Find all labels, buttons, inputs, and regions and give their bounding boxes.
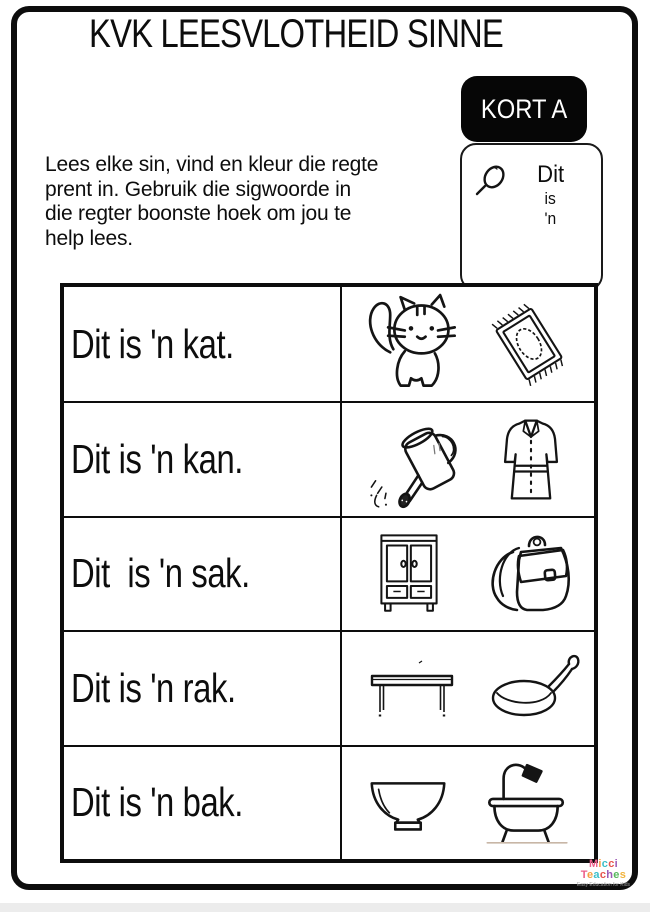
watering-can-image[interactable] — [357, 408, 469, 512]
instructions-line: die regter boonste hoek om jou te — [45, 202, 352, 226]
sentence-table — [60, 283, 598, 863]
level-badge-label: KORT A — [480, 93, 568, 124]
image-cell — [342, 632, 594, 744]
instructions — [45, 153, 465, 251]
brand-logo-tagline: Easy Education for Kids — [576, 882, 630, 888]
sight-word: is — [544, 189, 557, 208]
image-cell — [342, 287, 594, 401]
coat-image[interactable] — [483, 408, 579, 512]
mat-image[interactable] — [477, 292, 581, 396]
sentence-cell: Dit is 'n kan. — [64, 403, 342, 515]
sight-words-list — [536, 161, 571, 229]
cupboard-image[interactable] — [363, 523, 455, 625]
level-badge — [461, 76, 587, 142]
sight-word: Dit — [537, 161, 564, 188]
brand-logo-line1: Micci — [588, 858, 618, 870]
bowl-image[interactable] — [359, 754, 457, 852]
instructions-line: prent in. Gebruik die sigwoorde in — [45, 177, 352, 201]
sentence-cell: Dit is 'n bak. — [64, 747, 342, 859]
bathtub-image[interactable] — [471, 752, 577, 854]
sentence-cell: Dit is 'n sak. — [64, 518, 342, 630]
image-cell — [342, 403, 594, 515]
table-row — [64, 401, 594, 515]
page-title: KVK LEESVLOTHEID SINNE — [89, 12, 503, 56]
table-row — [64, 516, 594, 630]
frying-pan-image[interactable] — [481, 638, 583, 738]
brand-logo — [577, 859, 630, 888]
shelf-image[interactable] — [353, 638, 471, 738]
image-cell — [342, 518, 594, 630]
sentence-cell: Dit is 'n kat. — [64, 287, 342, 401]
page-edge — [0, 903, 650, 912]
sight-word: 'n — [544, 209, 557, 229]
backpack-image[interactable] — [473, 522, 573, 626]
table-row — [64, 287, 594, 401]
cat-image[interactable] — [355, 292, 467, 396]
table-row — [64, 630, 594, 744]
brand-logo-line2: Teaches — [580, 869, 627, 881]
instructions-line: Lees elke sin, vind en kleur die regte — [45, 153, 379, 176]
image-cell — [342, 747, 594, 859]
sight-words-box — [460, 143, 603, 291]
magnifier-icon — [472, 161, 512, 201]
sentence-cell: Dit is 'n rak. — [64, 632, 342, 744]
table-row — [64, 745, 594, 859]
instructions-line: help lees. — [45, 226, 133, 250]
